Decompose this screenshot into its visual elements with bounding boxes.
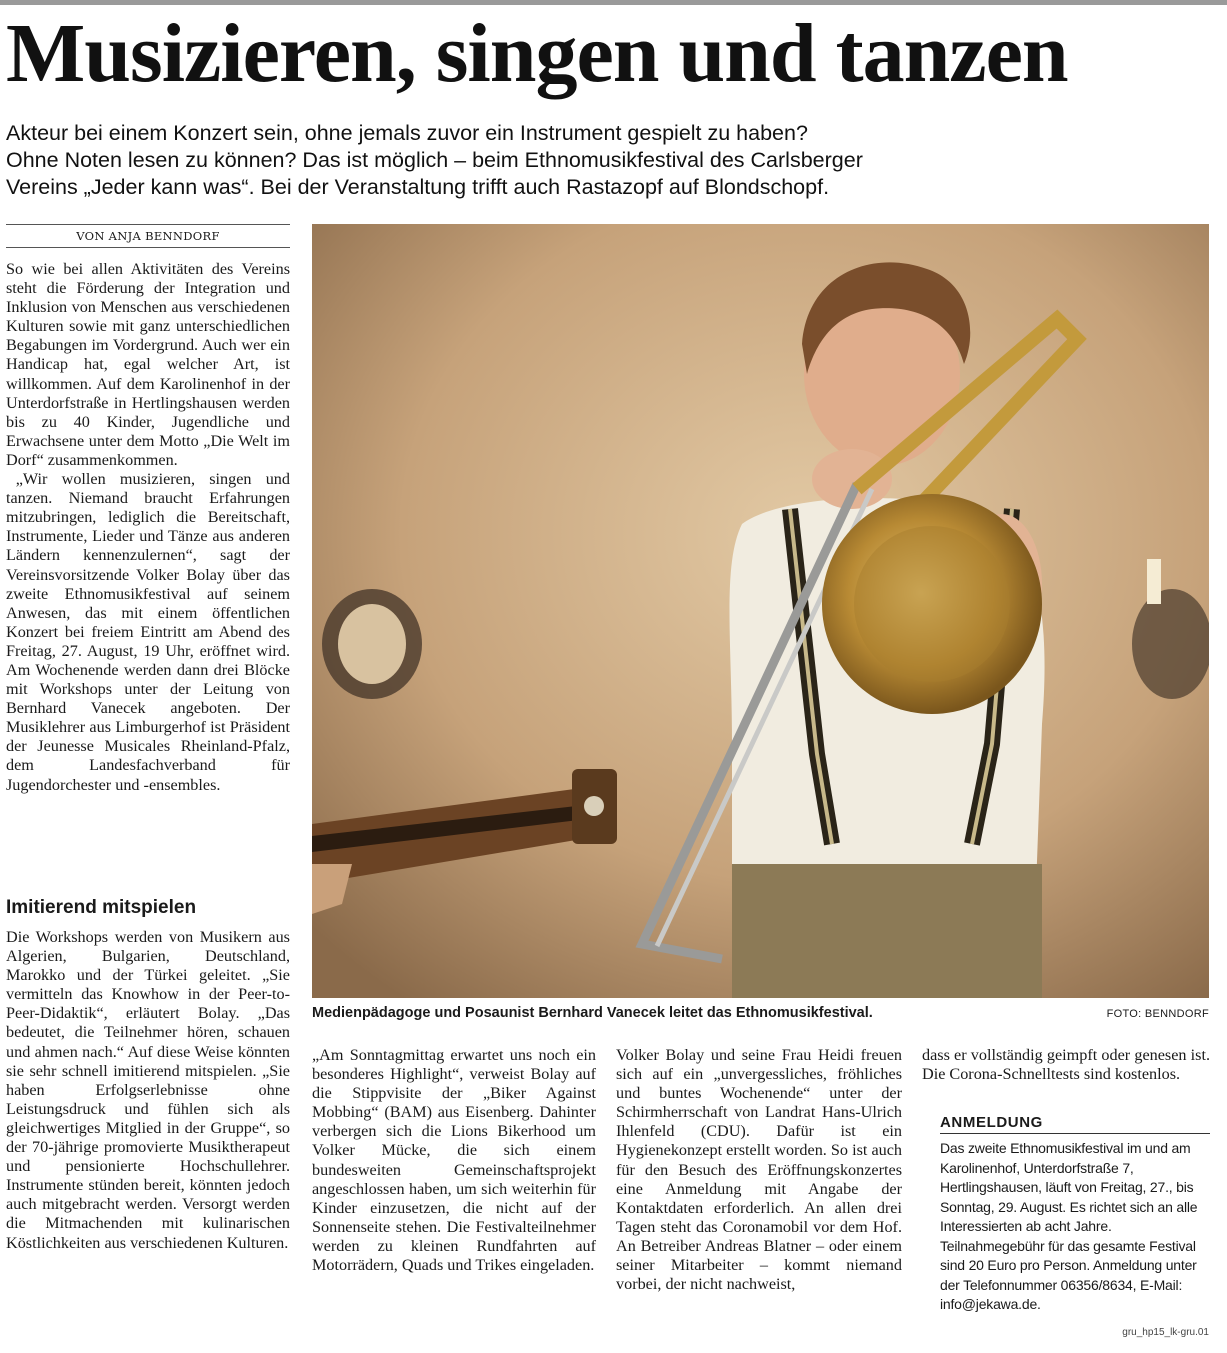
- article-column-1-continued: [6, 928, 290, 1253]
- paragraph: Die Workshops werden von Musikern aus Algerien, Bulgarien, Deutschland, Marokko und der Türkei geleitet. „Sie vermitteln das Knowhow in der Peer-to-Peer-Didaktik“, erläutert Bolay. „Das bedeutet, die Teilnehmer hören, schauen und ahmen nach.“ Auf diese Weise könnten sie sehr schnell imitierend mitspielen. „Sie haben Erfolgserlebnisse ohne Leistungsdruck und fühlen sich als gleichwertiges Mitglied in der Gruppe“, so der 70-jährige promovierte Musiktherapeut und pensionierte Hochschullehrer. Instrumente stünden bereit, könnten jedoch auch mitgebracht werden. Versorgt werden die Mitmachenden mit kulinarischen Köstlichkeiten aus verschiedenen Kulturen.: [6, 928, 290, 1252]
- article-photo: [312, 224, 1209, 998]
- article-column-4: [922, 1046, 1210, 1084]
- article-column-1: [6, 260, 290, 795]
- paragraph: „Wir wollen musizieren, singen und tanzen. Niemand braucht Erfahrungen mitzubringen, lediglich die Bereitschaft, Instrumente, Lieder und Tänze aus anderen Ländern kennenzulernen“, sagt der Vereinsvorsitzende Volker Bolay über das zweite Ethnomusikfestival auf seinem Anwesen, das mit einem öffentlichen Konzert bei freiem Eintritt am Abend des Freitag, 27. August, 19 Uhr, eröffnet wird. Am Wochenende werden dann drei Blöcke mit Workshops unter der Leitung von Bernhard Vanecek angeboten. Der Musiklehrer aus Limburgerhof ist Präsident der Jeunesse Musicales Rheinland-Pfalz, dem Landesfachverband für Jugendorchester und -ensembles.: [6, 470, 290, 794]
- page-code: gru_hp15_lk-gru.01: [1122, 1327, 1209, 1338]
- paragraph: So wie bei allen Aktivitäten des Vereins steht die Förderung der Integration und Inklusion von Menschen aus verschiedenen Kulturen sowie mit ganz unterschiedlichen Begabungen im Vordergrund. Auch wer ein Handicap hat, egal welcher Art, ist willkommen. Auf dem Karolinenhof in der Unterdorfstraße in Hertlingshausen werden bis zu 40 Kinder, Jugendliche und Erwachsene unter dem Motto „Die Welt im Dorf“ zusammenkommen.: [6, 260, 290, 469]
- info-box-title: ANMELDUNG: [940, 1112, 1210, 1134]
- paragraph: Volker Bolay und seine Frau Heidi freuen sich auf ein „unvergessliches, fröhliches und buntes Wochenende“ unter der Schirmherrschaft von Landrat Hans-Ulrich Ihlenfeld (CDU). Dafür ist ein Hygienekonzept erstellt worden. So ist auch für den Besuch des Eröffnungskonzertes eine Anmeldung mit Angabe der Kontaktdaten erforderlich. An allen drei Tagen steht das Coronamobil vor dem Hof. An Betreiber Andreas Blatner – oder einem seiner Mitarbeiter – kommt niemand vorbei, der nicht nachweist,: [616, 1046, 902, 1294]
- info-box-text: Das zweite Ethnomusikfestival im und am Karolinenhof, Unterdorfstraße 7, Hertlingshausen, läuft von Freitag, 27., bis Sonntag, 29. August. Es richtet sich an alle Interessierten ab acht Jahre. Teilnahmegebühr für das gesamte Festival sind 20 Euro pro Person. Anmeldung unter der Telefonnummer 06356/8634, E-Mail: info@jekawa.de.: [940, 1140, 1198, 1312]
- deck-line: Ohne Noten lesen zu können? Das ist möglich – beim Ethnomusikfestival des Carlsberger: [6, 148, 863, 172]
- byline: VON ANJA BENNDORF: [6, 224, 290, 248]
- paragraph: „Am Sonntagmittag erwartet uns noch ein besonderes Highlight“, verweist Bolay auf die Stippvisite der „Biker Against Mobbing“ (BAM) aus Eisenberg. Dahinter verbergen sich die Lions Bikerhood um Volker Mücke, die sich einem bundesweiten Gemeinschaftsprojekt angeschlossen haben, um sich weiterhin für Kinder einzusetzen, die nicht auf der Sonnenseite stehen. Die Festivalteilnehmer werden zu kleinen Rundfahrten auf Motorrädern, Quads und Trikes eingeladen.: [312, 1046, 596, 1275]
- trombonist-illustration: [312, 224, 1209, 998]
- photo-credit: FOTO: BENNDORF: [1106, 1008, 1209, 1020]
- headline: Musizieren, singen und tanzen: [6, 7, 1068, 100]
- deck-line: Akteur bei einem Konzert sein, ohne jemals zuvor ein Instrument gespielt zu haben?: [6, 121, 808, 145]
- paragraph: dass er vollständig geimpft oder genesen ist. Die Corona-Schnelltests sind kostenlos.: [922, 1046, 1210, 1084]
- top-rule: [0, 0, 1227, 5]
- photo-caption: Medienpädagoge und Posaunist Bernhard Vanecek leitet das Ethnomusikfestival.: [312, 1005, 873, 1021]
- deck-line: Vereins „Jeder kann was“. Bei der Veranstaltung trifft auch Rastazopf auf Blondschopf.: [6, 175, 830, 199]
- deck: [6, 120, 1221, 201]
- subheading: Imitierend mitspielen: [6, 897, 197, 918]
- article-column-2: [312, 1046, 596, 1275]
- article-column-3: [616, 1046, 902, 1294]
